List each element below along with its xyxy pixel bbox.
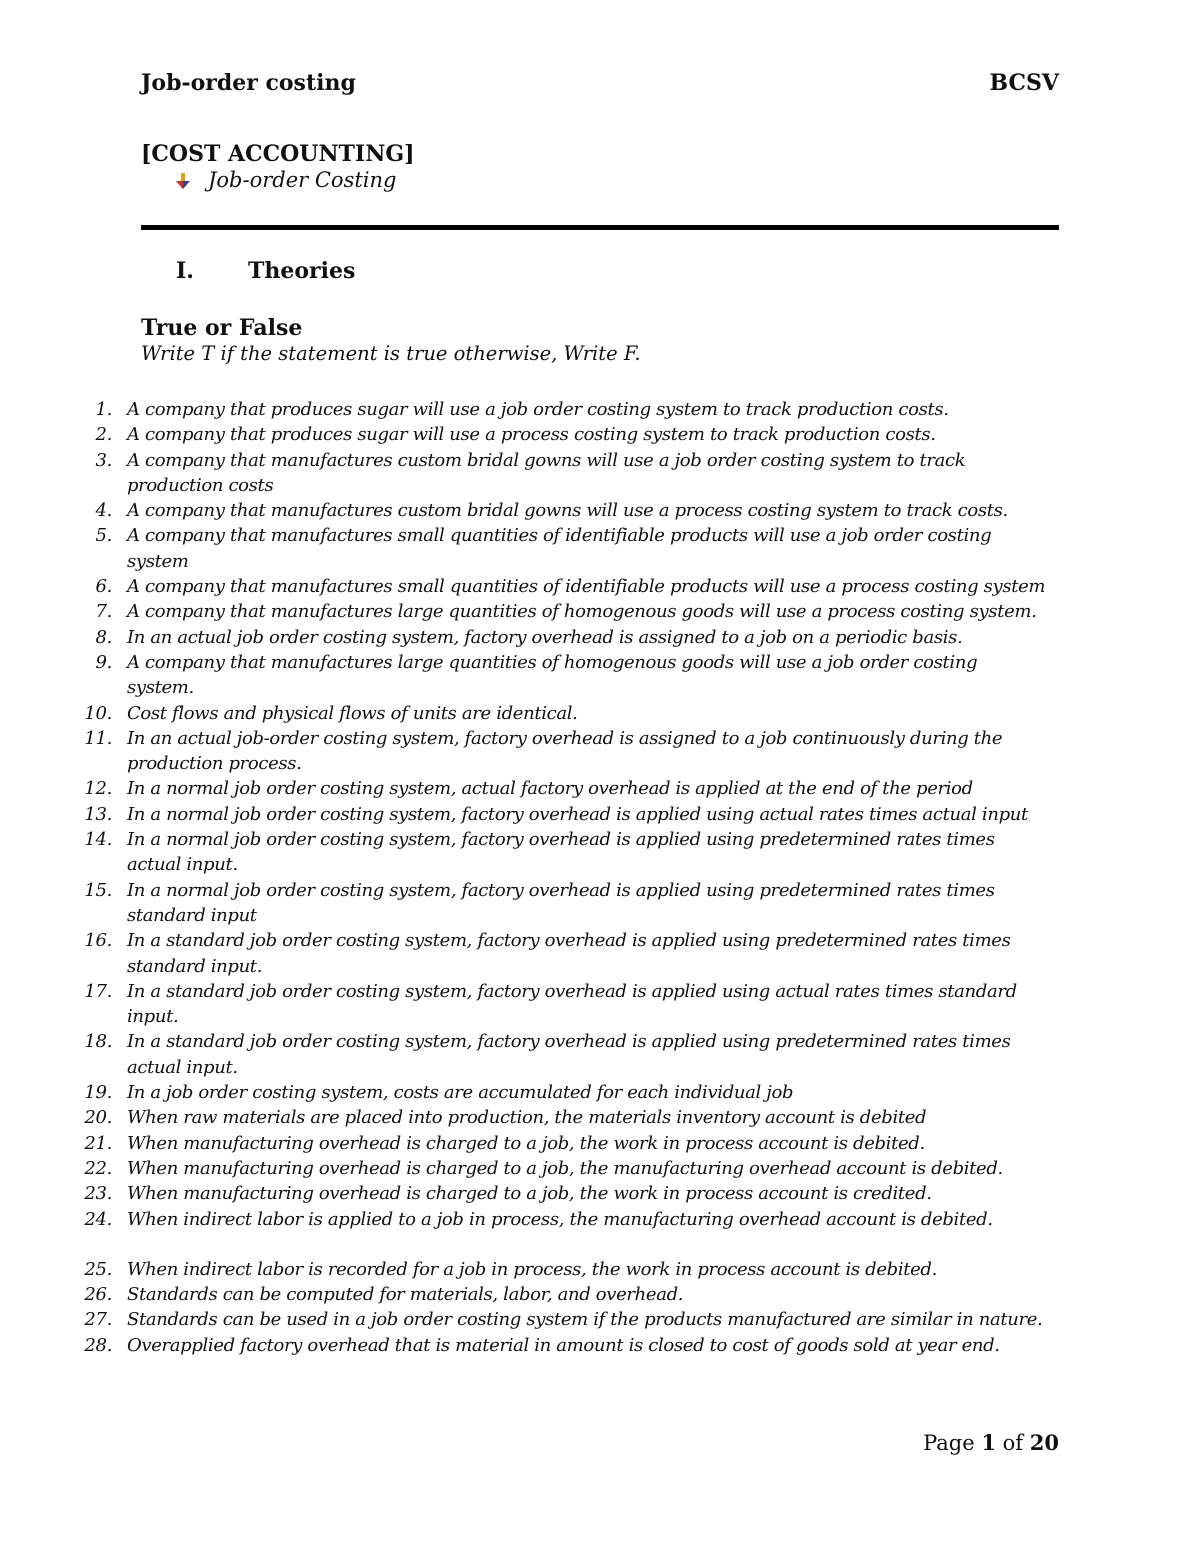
question-text: When manufacturing overhead is charged to a job, the manufacturing overhead account is debited. (127, 1157, 1003, 1179)
question-text: In a normal job order costing system, factory overhead is applied using predetermined rates times actual input. (127, 829, 995, 876)
question-item (0, 776, 1200, 801)
footer-of-word: of (1002, 1431, 1024, 1455)
question-text: A company that manufactures custom bridal gowns will use a process costing system to track costs. (127, 500, 1008, 522)
question-item (0, 599, 1200, 624)
question-number: 11. (84, 727, 112, 749)
question-item (0, 650, 1200, 701)
page-footer (923, 1430, 1059, 1455)
footer-current-page: 1 (981, 1430, 996, 1455)
question-number: 27. (84, 1309, 112, 1331)
question-item (0, 523, 1200, 574)
question-item (0, 1307, 1200, 1332)
question-text: Standards can be computed for materials, labor, and overhead. (127, 1284, 684, 1306)
question-text: When raw materials are placed into production, the materials inventory account is debited (127, 1107, 927, 1129)
question-item (0, 827, 1200, 878)
question-item (0, 397, 1200, 422)
true-false-instruction: Write T if the statement is true otherwise, Write F. (141, 342, 641, 365)
question-number: 28. (84, 1334, 112, 1356)
question-number: 22. (84, 1157, 112, 1179)
question-number: 2. (95, 424, 112, 446)
question-number: 4. (95, 500, 112, 522)
running-header-code: BCSV (989, 70, 1059, 96)
question-text: In a normal job order costing system, factory overhead is applied using actual rates times actual input (127, 803, 1028, 825)
question-text: When indirect labor is applied to a job in process, the manufacturing overhead account is debited. (127, 1208, 993, 1230)
question-item (0, 1029, 1200, 1080)
question-text: When manufacturing overhead is charged to a job, the work in process account is credited. (127, 1183, 932, 1205)
question-item (0, 878, 1200, 929)
section-title: Theories (248, 258, 356, 284)
question-number: 1. (95, 399, 112, 420)
question-number: 23. (84, 1183, 112, 1205)
question-text: In a standard job order costing system, factory overhead is applied using actual rates times standard input. (127, 980, 1017, 1028)
question-item (0, 1257, 1200, 1282)
question-number: 3. (95, 449, 112, 471)
question-text: In an actual job order costing system, factory overhead is assigned to a job on a periodic basis. (127, 626, 963, 648)
arrow-down-icon (176, 173, 190, 189)
question-number: 26. (84, 1284, 112, 1306)
question-text: In a standard job order costing system, factory overhead is applied using predetermined rates times standard input. (127, 930, 1011, 977)
question-text: A company that manufactures small quantities of identifiable products will use a job order costing system (127, 525, 992, 572)
question-item (0, 1181, 1200, 1206)
question-number: 19. (84, 1082, 112, 1104)
question-item (0, 1080, 1200, 1105)
question-list (0, 397, 1200, 1358)
question-text: In a standard job order costing system, factory overhead is applied using predetermined rates times actual input. (127, 1031, 1011, 1078)
question-number: 14. (84, 829, 112, 851)
topic-bullet-text: Job-order Costing (208, 168, 397, 192)
question-text: A company that produces sugar will use a process costing system to track production costs. (127, 424, 936, 446)
question-number: 25. (84, 1258, 112, 1280)
question-text: A company that manufactures large quantities of homogenous goods will use a process costing system. (127, 601, 1037, 623)
question-number: 18. (84, 1031, 112, 1053)
question-text: A company that produces sugar will use a job order costing system to track production costs. (127, 399, 949, 420)
question-item (0, 448, 1200, 499)
question-item (0, 422, 1200, 447)
section-number: I. (176, 258, 194, 284)
question-item (0, 1207, 1200, 1232)
question-text: A company that manufactures custom bridal gowns will use a job order costing system to track production costs (127, 449, 966, 496)
question-item (0, 928, 1200, 979)
question-text: Cost flows and physical flows of units are identical. (127, 702, 578, 724)
question-number: 9. (95, 651, 112, 673)
question-item (0, 726, 1200, 777)
question-number: 20. (84, 1107, 112, 1129)
question-item (0, 701, 1200, 726)
question-number: 6. (95, 576, 112, 598)
question-number: 15. (84, 879, 112, 901)
section-heading (176, 258, 355, 284)
question-item (0, 1333, 1200, 1358)
question-item (0, 802, 1200, 827)
question-text: A company that manufactures small quantities of identifiable products will use a process costing system (127, 576, 1046, 598)
footer-total-pages: 20 (1029, 1430, 1059, 1455)
question-text: In an actual job-order costing system, factory overhead is assigned to a job continuously during the production process. (127, 727, 1003, 775)
topic-bullet (176, 168, 396, 192)
question-number: 10. (84, 702, 112, 724)
question-number: 7. (95, 601, 112, 623)
question-item (0, 1105, 1200, 1130)
question-number: 8. (95, 626, 112, 648)
subject-title: [COST ACCOUNTING] (141, 141, 415, 167)
question-number: 12. (84, 778, 112, 800)
question-text: A company that manufactures large quantities of homogenous goods will use a job order costing system. (127, 651, 978, 699)
question-item (0, 625, 1200, 650)
question-number: 16. (84, 930, 112, 952)
true-false-heading: True or False (141, 315, 303, 341)
question-text: In a normal job order costing system, actual factory overhead is applied at the end of the period (127, 778, 973, 800)
question-number: 13. (84, 803, 112, 825)
running-header-title: Job-order costing (141, 70, 356, 96)
question-text: In a normal job order costing system, factory overhead is applied using predetermined rates times standard input (127, 879, 995, 926)
question-number: 24. (84, 1208, 112, 1230)
footer-page-word: Page (923, 1431, 975, 1455)
question-text: Standards can be used in a job order costing system if the products manufactured are similar in nature. (127, 1309, 1043, 1331)
question-text: In a job order costing system, costs are accumulated for each individual job (127, 1082, 794, 1104)
question-number: 17. (84, 980, 112, 1002)
question-item (0, 1156, 1200, 1181)
question-text: Overapplied factory overhead that is material in amount is closed to cost of goods sold at year end. (127, 1334, 1000, 1356)
question-text: When manufacturing overhead is charged to a job, the work in process account is debited. (127, 1132, 925, 1154)
question-item (0, 574, 1200, 599)
question-number: 21. (84, 1132, 112, 1154)
question-number: 5. (95, 525, 112, 547)
question-item (0, 979, 1200, 1030)
question-item (0, 1131, 1200, 1156)
horizontal-rule (141, 225, 1059, 230)
question-item (0, 498, 1200, 523)
list-spacer (0, 1232, 1200, 1257)
question-item (0, 1282, 1200, 1307)
question-text: When indirect labor is recorded for a job in process, the work in process account is debited. (127, 1258, 937, 1280)
